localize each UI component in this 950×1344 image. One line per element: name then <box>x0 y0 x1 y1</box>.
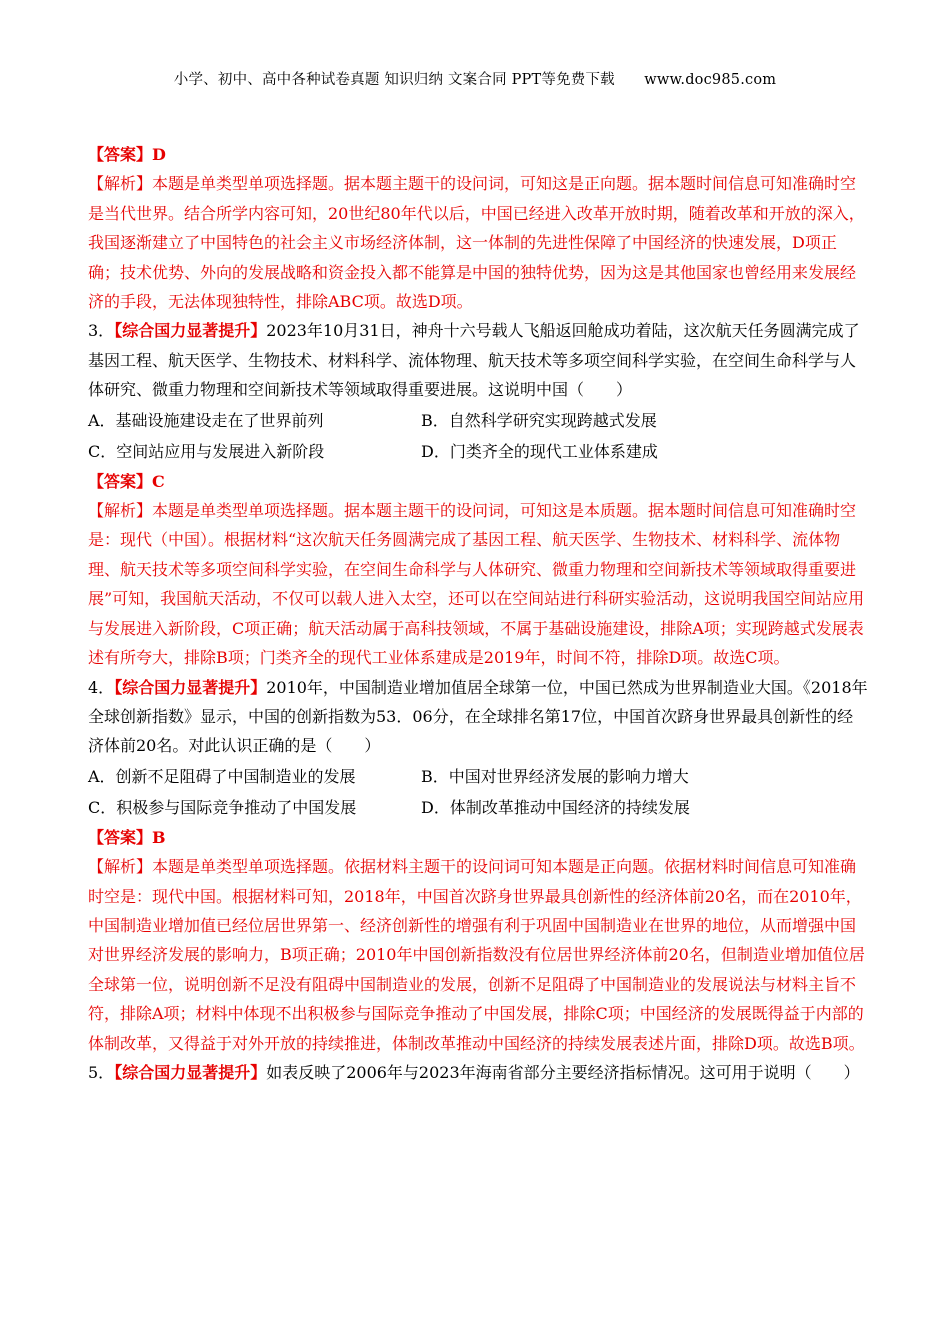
q2-analysis: 【解析】本题是单类型单项选择题。据本题主题干的设问词，可知这是正向题。据本题时间信息可知准确时空是当代世界。结合所学内容可知，20世纪80年代以后，中国已经进入改革开放时期，随着改革和开放的深入，我国逐渐建立了中国特色的社会主义市场经济体制，这一体制的先进性保障了中国经济的快速发展，D项正确；技术优势、外向的发展战略和资金投入都不能算是中国的独特优势，因为这是其他国家也曾经用来发展经济的手段，无法体现独特性，排除ABC项。故选D项。 <box>88 174 865 312</box>
q4-options-row-1 <box>88 761 868 792</box>
q4-number: 4． <box>88 677 115 697</box>
document-body <box>88 140 868 1087</box>
q3-option-d: D．门类齐全的现代工业体系建成 <box>421 441 658 461</box>
q3-number: 3． <box>88 321 115 341</box>
q5-topic-tag: 【综合国力显著提升】 <box>114 1062 267 1082</box>
page-header: 小学、初中、高中各种试卷真题 知识归纳 文案合同 PPT等免费下载 www.doc985.com <box>173 72 777 88</box>
q4-analysis: 【解析】本题是单类型单项选择题。依据材料主题干的设问词可知本题是正向题。依据材料时间信息可知准确时空是：现代中国。根据材料可知，2018年，中国首次跻身世界最具创新性的经济体前20名，而在2010年，中国制造业增加值已经位居世界第一、经济创新性的增强有利于巩固中国制造业在世界的地位，从而增强中国对世界经济发展的影响力，B项正确；2010年中国创新指数没有位居世界经济体前20名，但制造业增加值位居全球第一位，说明创新不足没有阻碍中国制造业的发展，创新不足阻碍了中国制造业的发展说法与材料主旨不符，排除A项；材料中体现不出积极参与国际竞争推动了中国发展，排除C项；中国经济的发展既得益于内部的体制改革，又得益于对外开放的持续推进，体制改革推动中国经济的持续发展表述片面，排除D项。故选B项。 <box>88 857 865 1053</box>
q4-options-row-2 <box>88 792 868 823</box>
q5-stem-block <box>88 1058 868 1087</box>
q3-options-row-1 <box>88 405 868 436</box>
q4-answer: 【答案】B <box>88 827 166 847</box>
q3-option-a: A．基础设施建设走在了世界前列 <box>88 410 324 430</box>
q4-stem: 2010年，中国制造业增加值居全球第一位，中国已然成为世界制造业大国。《2018年全球创新指数》显示，中国的创新指数为53．06分，在全球排名第17位，中国首次跻身世界最具创新性的经济体前20名。对此认识正确的是（ ） <box>88 677 868 756</box>
q3-topic-tag: 【综合国力显著提升】 <box>114 321 267 341</box>
q4-option-c: C．积极参与国际竞争推动了中国发展 <box>88 797 357 817</box>
q5-stem: 如表反映了2006年与2023年海南省部分主要经济指标情况。这可用于说明（ ） <box>266 1062 860 1082</box>
q4-option-a: A．创新不足阻碍了中国制造业的发展 <box>88 766 356 786</box>
q3-option-c: C．空间站应用与发展进入新阶段 <box>88 441 325 461</box>
q2-answer: 【答案】D <box>88 145 166 164</box>
q3-answer: 【答案】C <box>88 471 165 491</box>
q3-options-row-2 <box>88 436 868 467</box>
q4-topic-tag: 【综合国力显著提升】 <box>114 677 267 697</box>
q4-option-b: B．中国对世界经济发展的影响力增大 <box>421 766 689 786</box>
q3-stem: 2023年10月31日，神舟十六号载人飞船返回舱成功着陆，这次航天任务圆满完成了基因工程、航天医学、生物技术、材料科学、流体物理、航天技术等多项空间科学实验，在空间生命科学与人体研究、微重力物理和空间新技术等领域取得重要进展。这说明中国（ ） <box>88 321 860 400</box>
q4-stem-block <box>88 673 868 761</box>
q3-option-b: B．自然科学研究实现跨越式发展 <box>421 410 657 430</box>
q5-number: 5． <box>88 1062 115 1082</box>
q3-stem-block <box>88 316 868 404</box>
q4-option-d: D．体制改革推动中国经济的持续发展 <box>421 797 690 817</box>
q3-analysis: 【解析】本题是单类型单项选择题。据本题主题干的设问词，可知这是本质题。据本题时间信息可知准确时空是：现代（中国）。根据材料“这次航天任务圆满完成了基因工程、航天医学、生物技术、材料科学、流体物理、航天技术等多项空间科学实验，在空间生命科学与人体研究、微重力物理和空间新技术等领域取得重要进展”可知，我国航天活动，不仅可以载人进入太空，还可以在空间站进行科研实验活动，这说明我国空间站应用与发展进入新阶段，C项正确；航天活动属于高科技领域，不属于基础设施建设，排除A项；实现跨越式发展表述有所夸大，排除B项；门类齐全的现代工业体系建成是2019年，时间不符，排除D项。故选C项。 <box>88 501 865 668</box>
